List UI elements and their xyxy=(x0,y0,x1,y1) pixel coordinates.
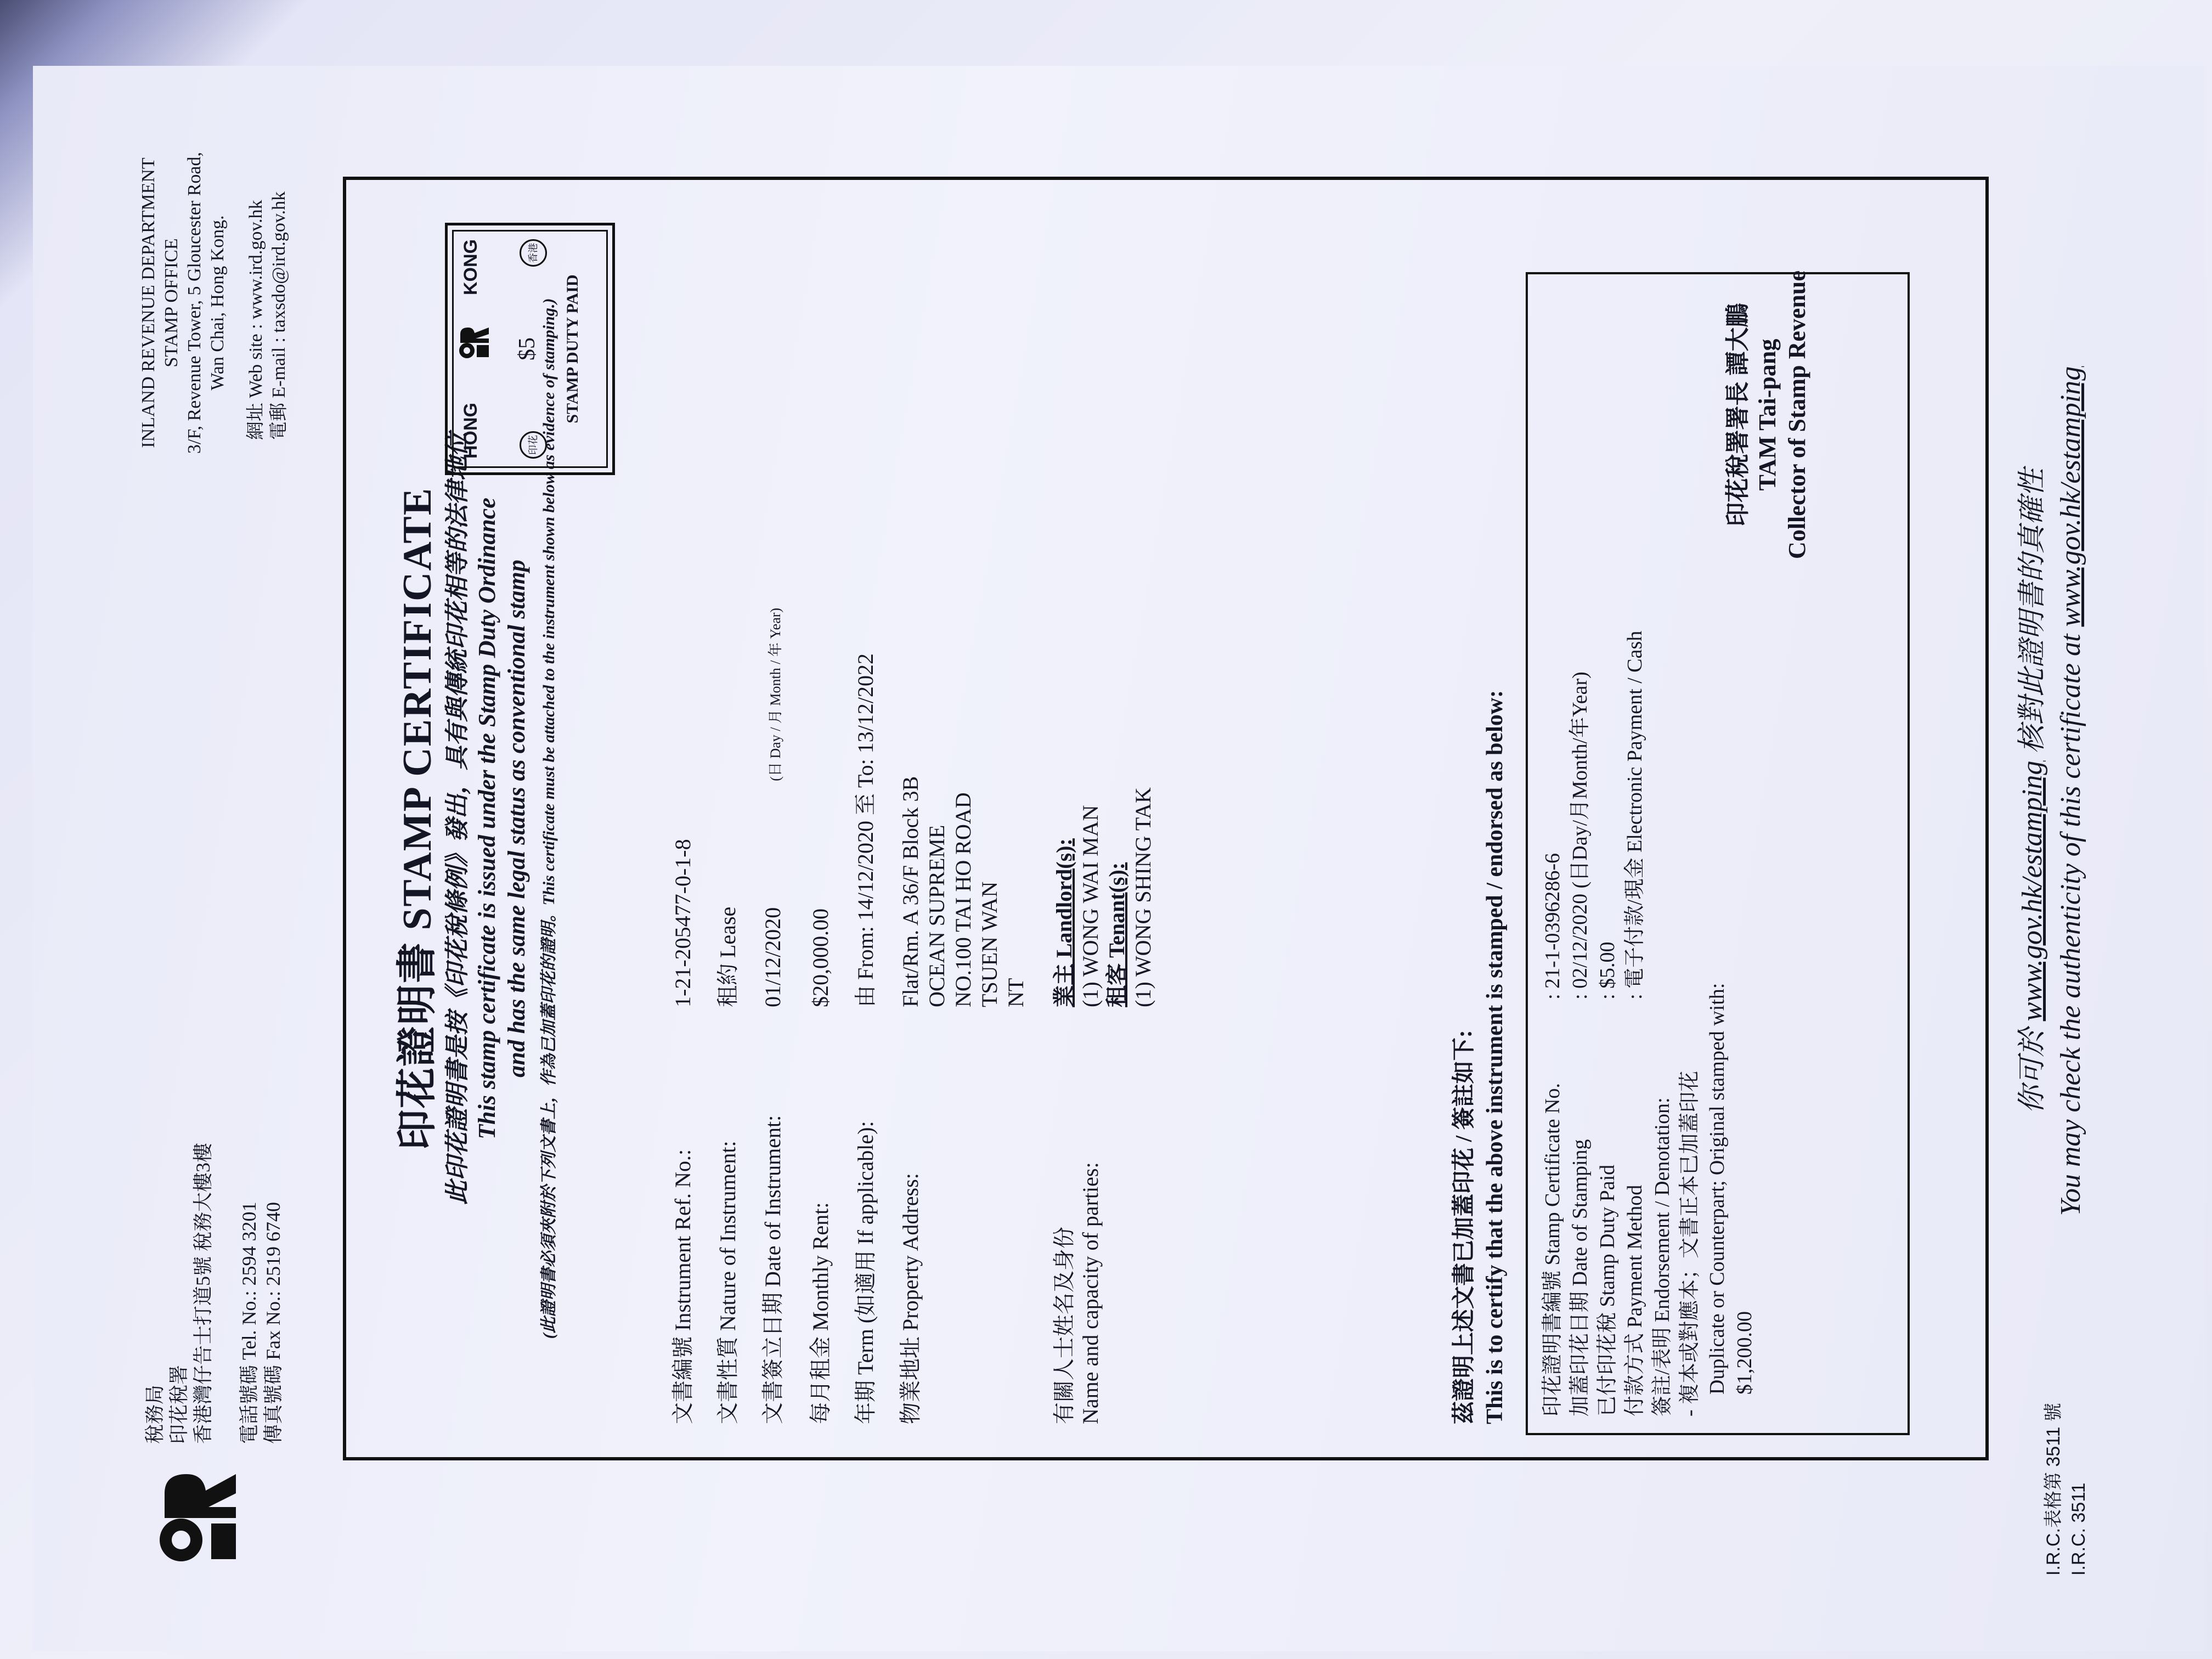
stamp-amount: $5 xyxy=(515,337,540,360)
tenant-heading: 租客 Tenant(s): xyxy=(1104,862,1129,1007)
verify-en: You may check the authenticity of this certificate at xyxy=(2055,634,2086,1216)
address-line: OCEAN SUPREME xyxy=(924,825,949,1007)
address-line: Flat/Rm. A 36/F Block 3B xyxy=(898,776,923,1007)
address-line: NT xyxy=(1003,978,1028,1007)
date-format-hint: (日 Day / 月 Month / 年 Year) xyxy=(768,607,783,781)
endorsement-value: : 02/12/2020 (日Day/月Month/年Year) xyxy=(1568,672,1592,1000)
field-label: 文書簽立日期 Date of Instrument: xyxy=(760,1115,785,1424)
stamp-chop-left: 印花 xyxy=(520,431,547,459)
fax-number: 傳真號碼 Fax No.: 2519 6740 xyxy=(262,1201,284,1444)
office-name-en: STAMP OFFICE xyxy=(161,238,182,368)
dept-name-en: INLAND REVENUE DEPARTMENT xyxy=(138,157,159,448)
denotation-amount: $1,200.00 xyxy=(1733,1311,1756,1395)
endorsement-label: 已付印花稅 Stamp Duty Paid xyxy=(1596,1164,1619,1417)
office-name-cn: 印花稅署 xyxy=(168,1364,190,1444)
collector-signature xyxy=(1723,223,1812,607)
field-row xyxy=(715,217,741,1424)
attach-note: (此證明書必須夾附於下列文書上，作為已加蓋印花的證明。This certificate must be attached to the instrument shown below as evidence of stamping.) xyxy=(540,298,558,1339)
certify-statement xyxy=(1449,690,1510,1424)
verify-cn-2: 核對此證明書的真確性 xyxy=(2017,468,2048,754)
landlord-name: (1) WONG WAI MAN xyxy=(1078,805,1103,1007)
parties-label-cn: 有關人士姓名及身份 xyxy=(1052,1227,1076,1424)
endorsement-label: 付款方式 Payment Method xyxy=(1623,1184,1646,1417)
address-line: TSUEN WAN xyxy=(977,881,1002,1007)
field-label: 文書編號 Instrument Ref. No.: xyxy=(670,1149,695,1424)
stamp-chop-right: 香港 xyxy=(520,239,547,267)
tenant-name: (1) WONG SHING TAK xyxy=(1131,787,1155,1007)
parties-row xyxy=(1051,217,1156,1424)
header-right xyxy=(137,127,291,478)
endorsement-row xyxy=(1621,291,1649,1417)
collector-title-en: Collector of Stamp Revenue xyxy=(1784,270,1810,559)
certificate-frame xyxy=(343,177,1989,1460)
endorsement-row xyxy=(1566,291,1594,1417)
verify-link[interactable]: www.gov.hk/estamping xyxy=(2017,760,2048,1022)
field-value: 租約 Lease xyxy=(715,906,740,1007)
certify-en: This is to certify that the above instrument is stamped / endorsed as below: xyxy=(1482,690,1508,1424)
header-left xyxy=(143,1143,285,1444)
stamp-logo-icon xyxy=(458,326,491,359)
dept-name-cn: 稅務局 xyxy=(144,1384,166,1444)
denotation-line-2: Duplicate or Counterpart; Original stamped with: xyxy=(1706,983,1729,1395)
endorsement-row xyxy=(1594,291,1621,1417)
collector-title-cn: 印花稅署署長 譚大鵬 xyxy=(1724,303,1751,527)
property-address xyxy=(898,217,1029,1007)
stamp-kong: KONG xyxy=(460,239,481,295)
endorsement-label: 印花證明書編號 Stamp Certificate No. xyxy=(1541,1083,1564,1417)
field-label: 每月租金 Monthly Rent: xyxy=(808,1202,833,1424)
field-value: $20,000.00 xyxy=(808,909,833,1007)
field-value: 1-21-205477-0-1-8 xyxy=(670,839,695,1007)
certificate-title: 印花證明書 STAMP CERTIFICATE xyxy=(395,487,440,1150)
property-row xyxy=(898,217,1029,1424)
stamp-duty-paid: STAMP DUTY PAID xyxy=(563,274,582,424)
endorsement-label: 簽註/表明 Endorsement / Denotation: xyxy=(1651,1097,1674,1417)
certify-cn: 茲證明上述文書已加蓋印花 / 簽註如下: xyxy=(1452,1030,1477,1424)
tel-number: 電話號碼 Tel. No.: 2594 3201 xyxy=(238,1201,260,1444)
field-row xyxy=(808,217,834,1424)
instrument-fields xyxy=(670,217,1175,1424)
field-value: 01/12/2020 xyxy=(760,907,785,1007)
verify-link-2[interactable]: www.gov.hk/estamping xyxy=(2055,366,2086,627)
parties-label-en: Name and capacity of parties: xyxy=(1078,1162,1103,1424)
form-number-en: I.R.C. 3511 xyxy=(2068,1482,2089,1576)
endorsement-value: : $5.00 xyxy=(1596,941,1619,1000)
subtitle-en-2: and has the same legal status as conventional stamp xyxy=(503,560,530,1077)
field-row xyxy=(670,217,696,1424)
duty-stamp xyxy=(445,223,615,475)
collector-name: TAM Tai-pang xyxy=(1754,338,1781,491)
field-value: 由 From: 14/12/2020 至 To: 13/12/2022 xyxy=(853,653,878,1007)
field-label: 年期 Term (如適用 If applicable): xyxy=(853,1121,878,1424)
address-en-1: 3/F, Revenue Tower, 5 Gloucester Road, xyxy=(184,152,205,454)
property-label: 物業地址 Property Address: xyxy=(898,1173,923,1424)
subtitle-cn: 此印花證明書是按《印花稅條例》發出，具有與傳統印花相等的法律地位 xyxy=(444,432,471,1205)
subtitle-en-1: This stamp certificate is issued under the Stamp Duty Ordinance xyxy=(473,498,500,1139)
parties-list xyxy=(1051,217,1156,1007)
endorsement-row xyxy=(1649,291,1676,1417)
field-row xyxy=(853,217,879,1424)
endorsement-label: 加蓋印花日期 Date of Stamping xyxy=(1568,1139,1592,1417)
verify-note xyxy=(2013,160,2090,1422)
stamp-certificate-document xyxy=(82,72,2145,1587)
field-label: 文書性質 Nature of Instrument: xyxy=(715,1141,740,1424)
denotation-line-1: - 複本或對應本；文書正本已加蓋印花 xyxy=(1678,1070,1701,1417)
endorsement-value: : 電子付款/現金 Electronic Payment / Cash xyxy=(1623,630,1646,1000)
address-line: NO.100 TAI HO ROAD xyxy=(951,792,975,1007)
verify-cn-1: 你可於 xyxy=(2017,1028,2048,1114)
field-row xyxy=(760,217,789,1424)
form-number xyxy=(2041,1403,2091,1576)
endorsement-value: : 21-1-0396286-6 xyxy=(1541,853,1564,1000)
landlord-heading: 業主 Landlord(s): xyxy=(1052,838,1076,1007)
address-cn: 香港灣仔告士打道5號 稅務大樓3樓 xyxy=(192,1142,214,1444)
stamp-hong: HONG xyxy=(460,403,481,459)
ird-logo xyxy=(159,1471,241,1565)
email: 電郵 E-mail : taxsdo@ird.gov.hk xyxy=(269,191,289,440)
form-number-cn: I.R.C.表格第 3511 號 xyxy=(2043,1403,2064,1576)
address-en-2: Wan Chai, Hong Kong. xyxy=(207,215,228,391)
endorsement-box xyxy=(1526,272,1910,1435)
website: 網址 Web site : www.ird.gov.hk xyxy=(246,200,266,440)
endorsement-row xyxy=(1539,291,1566,1417)
